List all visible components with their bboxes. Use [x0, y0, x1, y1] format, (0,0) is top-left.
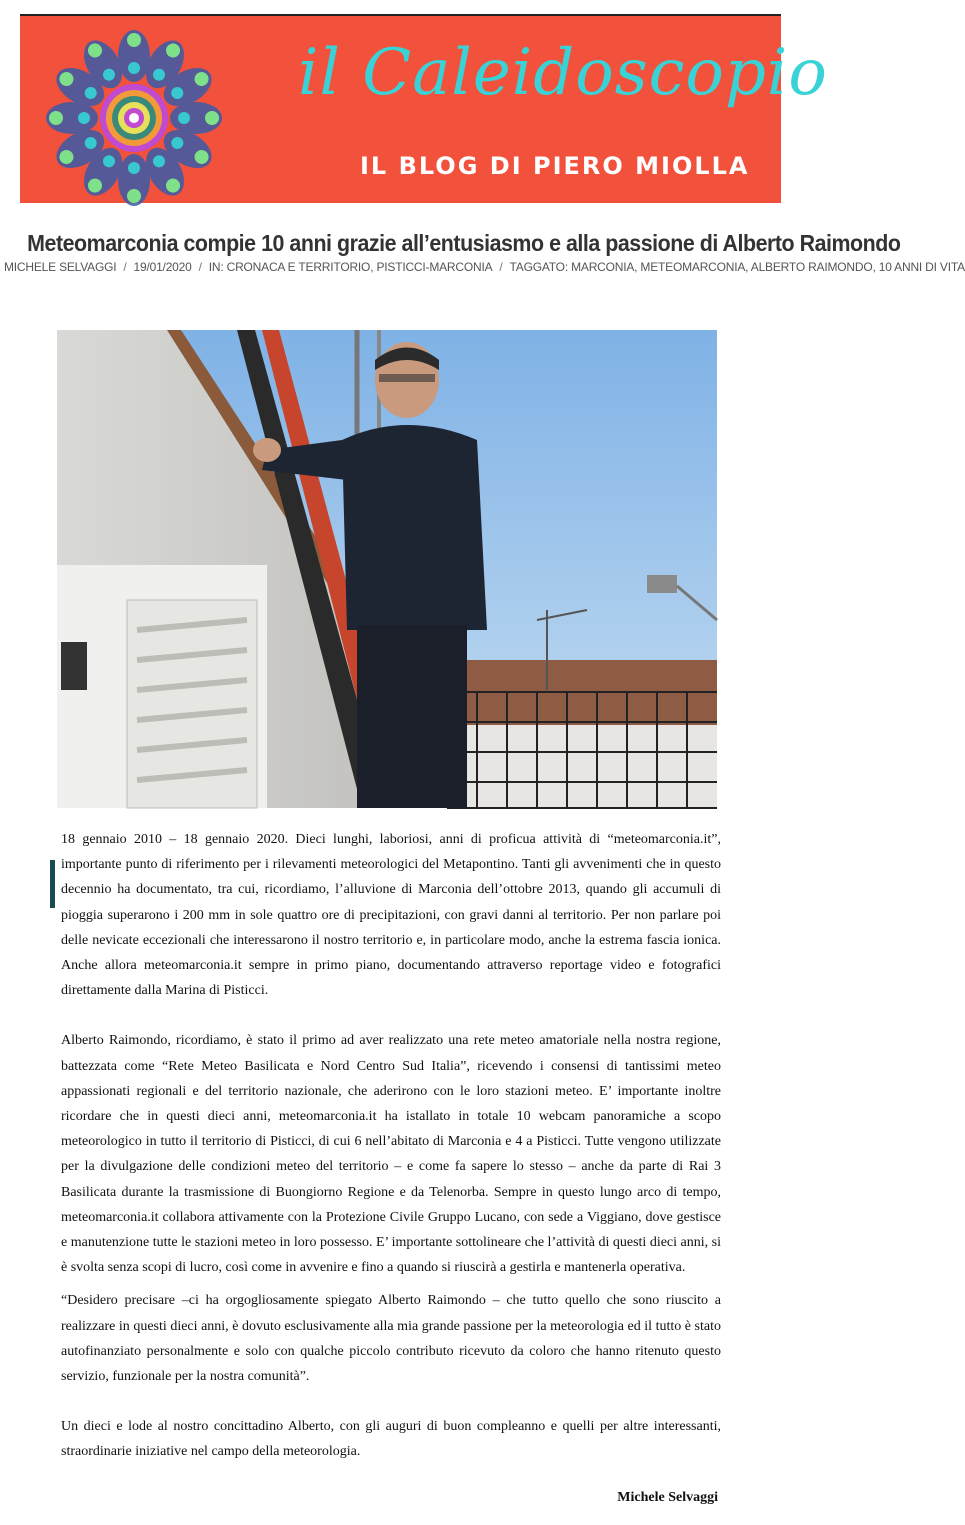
category-links[interactable]: CRONACA E TERRITORIO, PISTICCI-MARCONIA	[226, 260, 493, 274]
blog-title[interactable]: il Caleidoscopio	[298, 36, 828, 110]
blog-header-banner[interactable]	[20, 14, 828, 203]
article-paragraph: Un dieci e lode al nostro concittadino Alberto, con gli auguri di buon compleanno e quelli per altre interessanti, straordinarie iniziative nel campo della meteorologia.	[61, 1419, 721, 1460]
tagged-label: TAGGATO:	[509, 260, 568, 274]
share-bar-marker[interactable]	[50, 860, 55, 908]
kaleidoscope-logo	[34, 18, 234, 218]
man-on-ladder-photo	[57, 330, 717, 808]
article-meta: MICHELE SELVAGGI / 19/01/2020 / IN: CRONACA E TERRITORIO, PISTICCI-MARCONIA / TAGGATO: MARCONIA, METEOMARCONIA, ALBERTO RAIMONDO, 10 ANNI DI VITA	[4, 260, 965, 274]
article-title: Meteomarconia compie 10 anni grazie all’entusiasmo e alla passione di Alberto Raimondo	[27, 230, 901, 257]
article-body	[61, 827, 721, 1465]
blog-subtitle: IL BLOG DI PIERO MIOLLA	[360, 152, 750, 180]
article-photo	[57, 330, 717, 808]
in-label: IN:	[208, 260, 224, 274]
article-paragraph: Alberto Raimondo, ricordiamo, è stato il primo ad aver realizzato una rete meteo amatoriale nella nostra regione, battezzata come “Rete Meteo Basilicata e Nord Centro Sud Italia”, ricevendo i consensi di tantissimi meteo appassionati regionali e del territorio nazionale, che aderirono con le loro stazioni meteo. E’ importante inoltre ricordare che in questi dieci anni, meteomarconia.it ha istallato in totale 10 webcam panoramiche a scopo meteorologico in tutto il territorio di Pisticci, di cui 6 nell’abitato di Marconia e 4 a Pisticci. Tutte vengono utilizzate per la divulgazione delle condizioni meteo del territorio – e come fa sapere lo stesso – anche da parte di Rai 3 Basilicata durante la trasmissione di Buongiorno Regione e da Telenorba. Sempre in questo lungo arco di tempo, meteomarconia.it collabora attivamente con la Protezione Civile Gruppo Lucano, con sede a Viggiano, dove gestisce e manutenzione tutte le stazioni meteo in loro possesso. E’ importante sottolineare che l’attività di questi dieci anni, si è svolta senza scopi di lucro, così come in avvenire e fino a quando si riuscirà a gestirla e mantenerla operativa.	[61, 1033, 721, 1276]
tag-links[interactable]: MARCONIA, METEOMARCONIA, ALBERTO RAIMONDO, 10 ANNI DI VITA	[571, 260, 965, 274]
author-signature: Michele Selvaggi	[617, 1490, 718, 1505]
author-link[interactable]: MICHELE SELVAGGI	[4, 260, 117, 274]
article-paragraph: 18 gennaio 2010 – 18 gennaio 2020. Dieci lunghi, laboriosi, anni di proficua attività di “meteomarconia.it”, importante punto di riferimento per i rilevamenti meteorologici del Metapontino. Tanti gli avvenimenti che in questo decennio ha documentato, tra cui, ricordiamo, l’alluvione di Marconia dell’ottobre 2013, quando gli accumuli di pioggia superarono i 200 mm in sole quattro ore di precipitazioni, con gravi danni al territorio. Per non parlare poi delle nevicate eccezionali che interessarono il nostro territorio e, in particolare modo, anche la estrema fascia ionica. Anche allora meteomarconia.it sempre in primo piano, documentando attraverso reportage video e fotografici direttamente dalla Marina di Pisticci.	[61, 832, 721, 999]
post-date: 19/01/2020	[133, 260, 192, 274]
article-paragraph: “Desidero precisare –ci ha orgogliosamente spiegato Alberto Raimondo – che tutto quello che sono riuscito a realizzare in questi dieci anni, è dovuto esclusivamente alla mia grande passione per la meteorologia ed il tutto è stato autofinanziato personalmente e solo con qualche piccolo contributo ricevuto da coloro che hanno ritenuto questo servizio, funzionale per la nostra comunità”.	[61, 1293, 721, 1385]
